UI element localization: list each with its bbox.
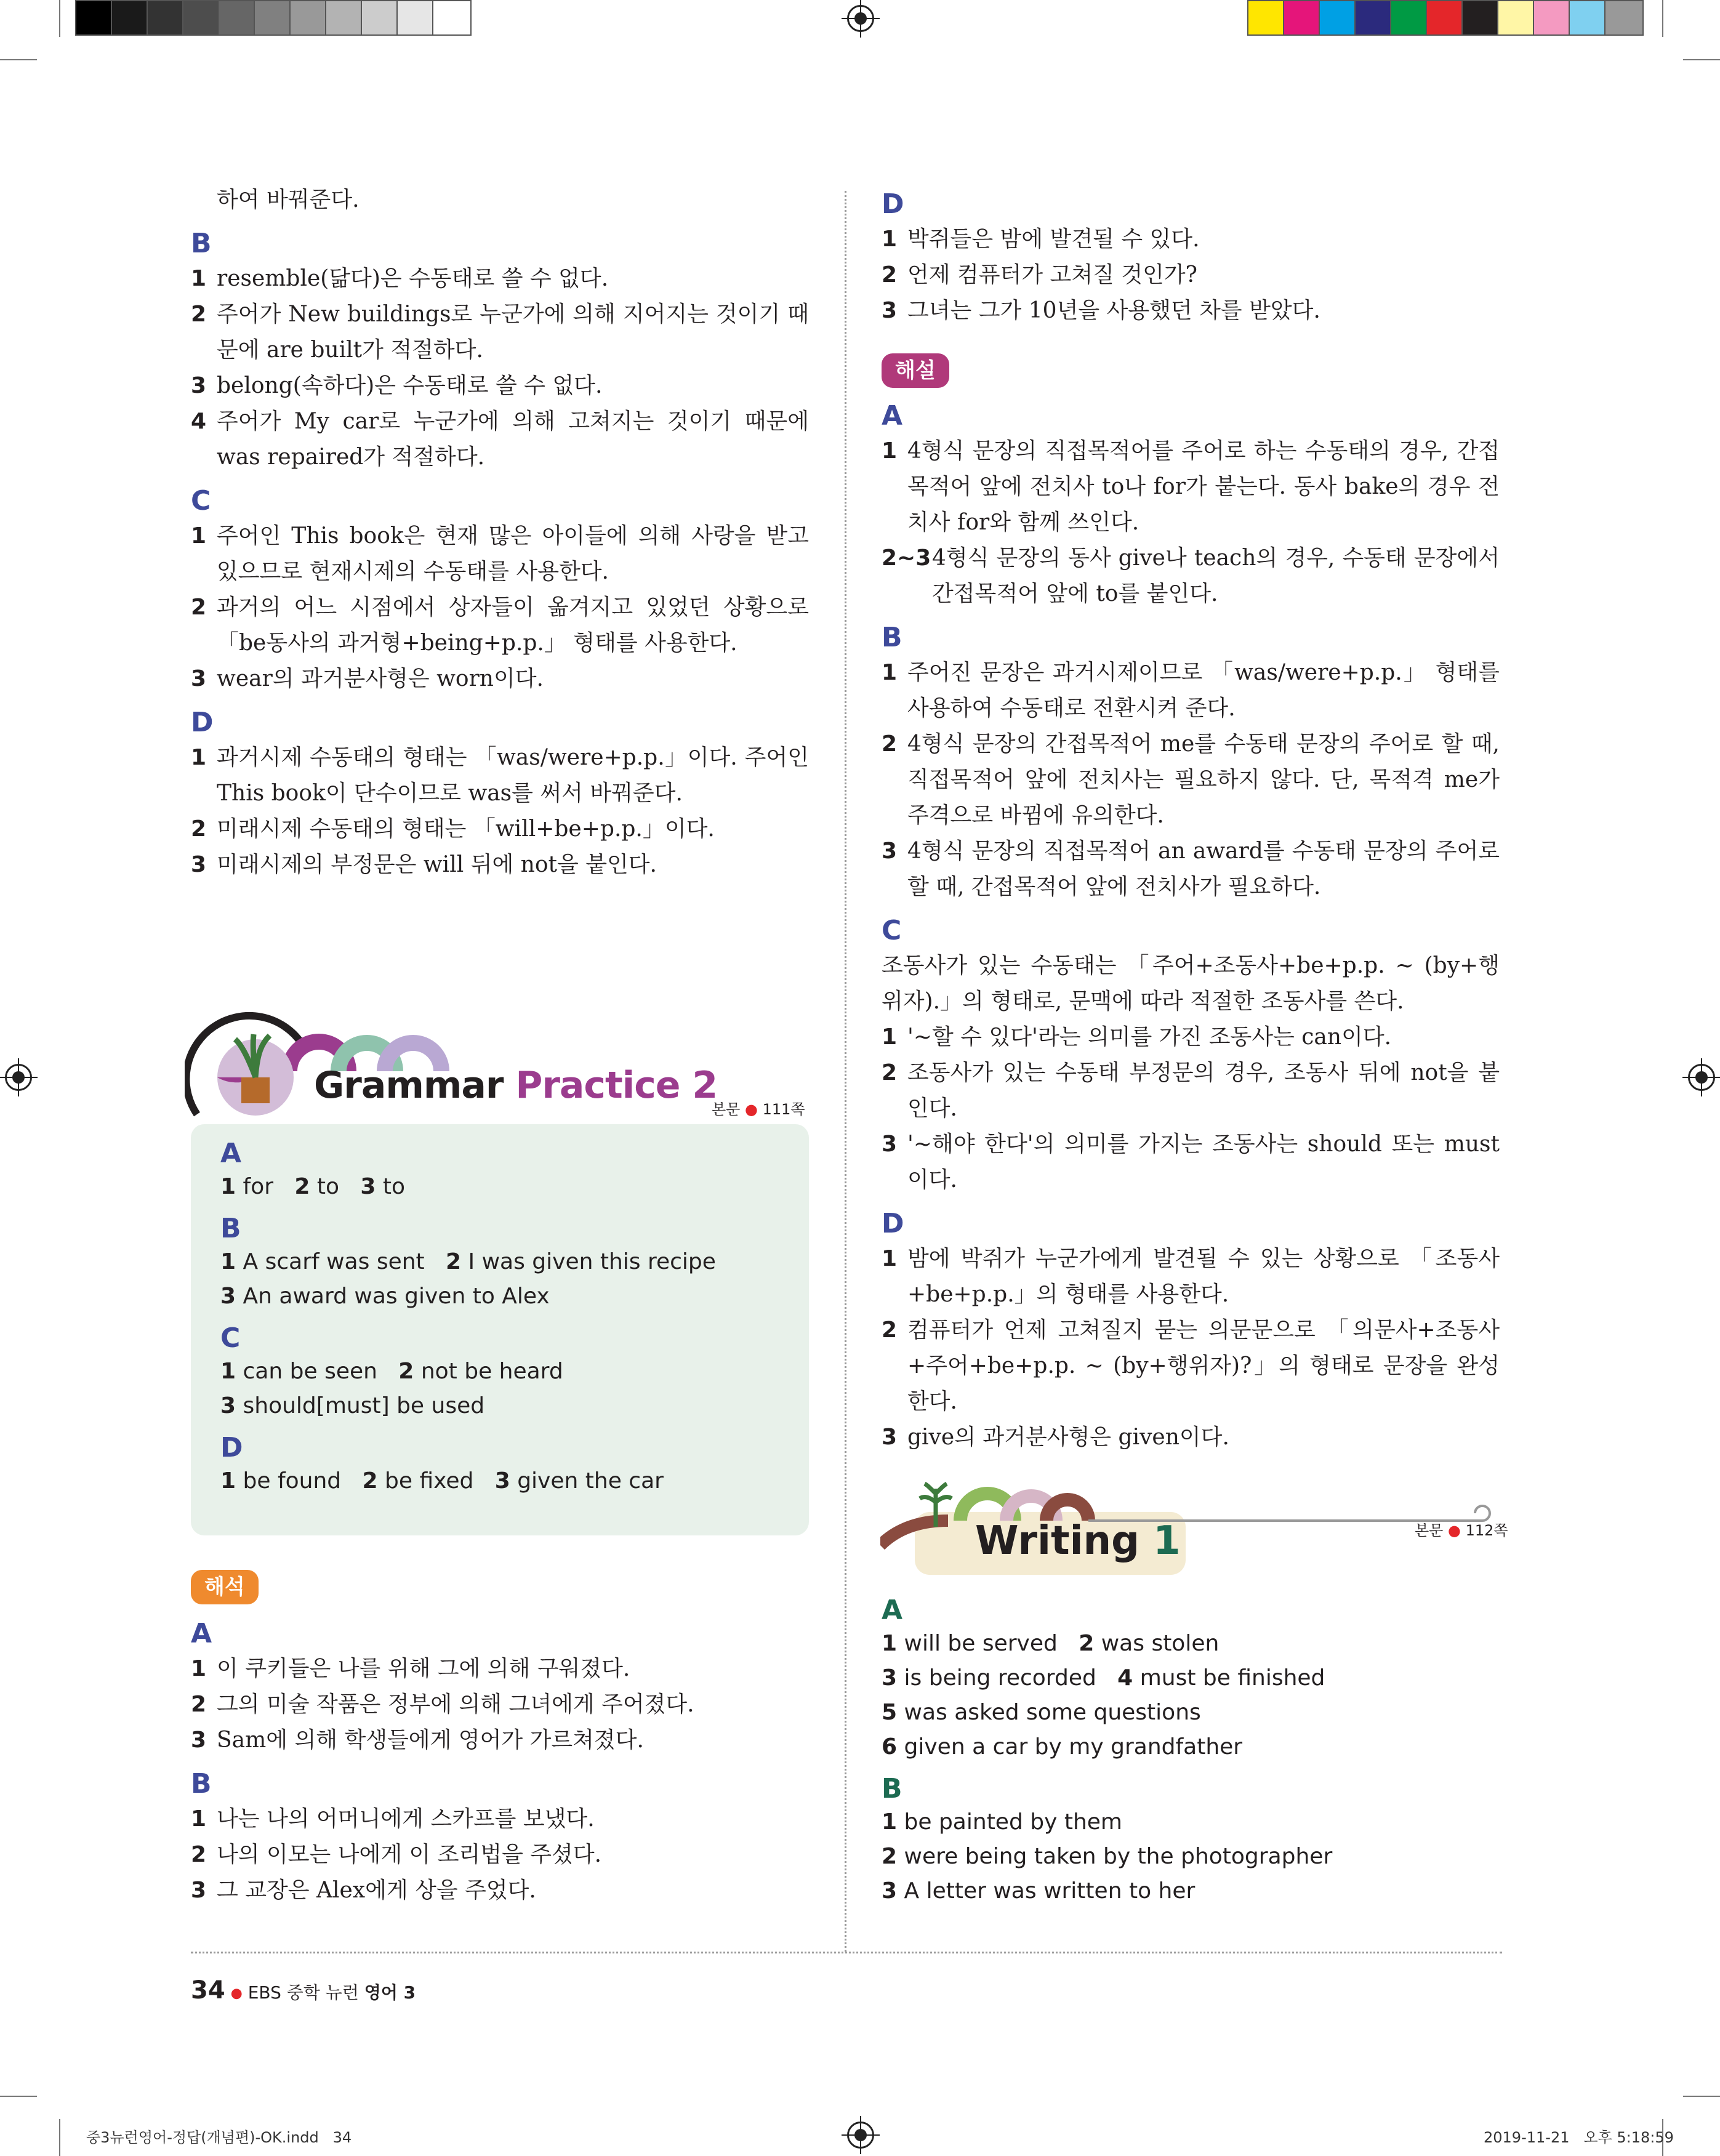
list-item (191, 368, 809, 404)
crop-mark (1683, 59, 1720, 60)
item-text: '~할 수 있다'라는 의미를 가진 조동사는 can이다. (907, 1024, 1392, 1050)
answer-line: 1 A scarf was sent 2 I was given this recipe (220, 1249, 716, 1274)
writing-title-text: Writing (975, 1518, 1139, 1564)
writing-answers (882, 1597, 1500, 1909)
item-number: 3 (191, 666, 207, 691)
list-item (191, 518, 809, 590)
list-item (191, 811, 809, 847)
writing-title (975, 1518, 1181, 1564)
item-number: 2 (882, 731, 898, 757)
list-item (882, 1055, 1500, 1127)
item-text: 조동사가 있는 수동태 부정문의 경우, 조동사 뒤에 not을 붙인다. (907, 1060, 1500, 1121)
section-letter: B (191, 1768, 212, 1800)
item-text: 언제 컴퓨터가 고쳐질 것인가? (907, 262, 1197, 288)
list-item (191, 404, 809, 475)
item-number: 2 (191, 595, 207, 620)
item-number: 3 (191, 1878, 207, 1903)
section-letter: C (882, 915, 902, 946)
list-item (191, 1723, 809, 1758)
item-number: 2 (191, 1842, 207, 1867)
answer-line: 1 be painted by them (882, 1809, 1122, 1835)
item-number: 2 (191, 1692, 207, 1717)
title-number: 2 (692, 1064, 718, 1107)
crop-mark (0, 59, 37, 60)
crop-mark (59, 0, 60, 37)
item-number: 3 (191, 852, 207, 877)
crop-mark (1662, 0, 1663, 37)
column-divider (845, 191, 846, 1952)
writing-logo-icon (880, 1459, 1508, 1582)
item-text: resemble(닮다)은 수동태로 쓸 수 없다. (217, 266, 609, 291)
answer-line: 3 An award was given to Alex (220, 1284, 550, 1309)
list-item (882, 655, 1500, 726)
list-item (191, 847, 809, 883)
registration-mark-icon (5, 1064, 32, 1091)
bullet-icon: ● (1448, 1522, 1461, 1539)
answer-line: 1 can be seen 2 not be heard (220, 1359, 563, 1384)
answer-letter: A (220, 1138, 242, 1169)
page-reference (1415, 1518, 1508, 1540)
item-number: 2~3 (882, 545, 931, 571)
item-text: 그녀는 그가 10년을 사용했던 차를 받았다. (907, 298, 1320, 323)
bullet-icon: ● (230, 1985, 243, 2001)
item-text: 나의 이모는 나에게 이 조리법을 주셨다. (217, 1842, 602, 1867)
item-text: give의 과거분사형은 given이다. (907, 1425, 1229, 1450)
answer-line: 3 A letter was written to her (882, 1878, 1196, 1904)
ref-label: 본문 (1415, 1522, 1444, 1539)
item-text: 밤에 박쥐가 누군가에게 발견될 수 있는 상황으로 「조동사+be+p.p.」의 형태를 사용한다. (907, 1246, 1500, 1307)
ref-page: 112쪽 (1465, 1522, 1508, 1539)
answer-letter: D (220, 1432, 243, 1463)
answer-letter: C (220, 1322, 241, 1354)
list-item (882, 1127, 1500, 1198)
item-text: 미래시제 수동태의 형태는 「will+be+p.p.」이다. (217, 816, 715, 842)
item-text: 그 교장은 Alex에게 상을 주었다. (217, 1878, 536, 1903)
item-text: '~해야 한다'의 의미를 가지는 조동사는 should 또는 must이다. (907, 1132, 1500, 1193)
crop-mark (0, 2096, 37, 2097)
item-text: 4형식 문장의 간접목적어 me를 수동태 문장의 주어로 할 때, 직접목적어 앞에 전치사는 필요하지 않다. 단, 목적격 me가 주격으로 바뀜에 유의한다. (907, 731, 1500, 828)
list-item (882, 257, 1500, 293)
item-number: 1 (191, 745, 207, 770)
item-number: 2 (882, 1060, 898, 1085)
registration-mark-icon (847, 2122, 874, 2149)
answer-letter: B (882, 1773, 902, 1804)
section-letter: A (882, 400, 903, 432)
list-item (191, 1687, 809, 1723)
item-number: 3 (191, 373, 207, 398)
section-letter: B (191, 228, 212, 259)
list-item (191, 1873, 809, 1909)
list-item (191, 590, 809, 661)
item-number: 3 (882, 298, 898, 323)
section-letter: A (191, 1618, 212, 1649)
answer-letter: B (220, 1213, 241, 1244)
list-item (882, 834, 1500, 905)
answer-line: 1 be found 2 be fixed 3 given the car (220, 1468, 664, 1494)
item-number: 2 (882, 1317, 898, 1343)
title-practice: Practice (515, 1064, 680, 1107)
item-number: 2 (191, 302, 207, 327)
grammar-practice-answer-box (191, 1124, 809, 1535)
explanation-badge: 해설 (882, 353, 949, 388)
item-number: 1 (191, 1806, 207, 1832)
item-text: 컴퓨터가 언제 고쳐질지 묻는 의문문으로 「의문사+조동사+주어+be+p.p. ~ (by+행위자)?」의 형태로 문장을 완성한다. (907, 1317, 1500, 1414)
section-letter: D (882, 1208, 904, 1239)
list-item (191, 740, 809, 811)
answer-line: 6 given a car by my grandfather (882, 1734, 1243, 1760)
item-number: 2 (882, 262, 898, 288)
item-number: 1 (191, 1656, 207, 1681)
item-number: 1 (882, 438, 898, 464)
item-text: 주어인 This book은 현재 많은 아이들에 의해 사랑을 받고 있으므로 현재시제의 수동태를 사용한다. (217, 523, 809, 584)
title-grammar: Grammar (314, 1064, 504, 1107)
item-text: 4형식 문장의 직접목적어 an award를 수동태 문장의 주어로 할 때, 간접목적어 앞에 전치사가 필요하다. (907, 839, 1500, 899)
item-number: 1 (882, 1246, 898, 1271)
item-text: 과거의 어느 시점에서 상자들이 옮겨지고 있었던 상황으로 「be동사의 과거형+being+p.p.」 형태를 사용한다. (217, 595, 809, 656)
item-number: 1 (191, 266, 207, 291)
item-text: 4형식 문장의 동사 give나 teach의 경우, 수동태 문장에서 간접목적어 앞에 to를 붙인다. (932, 545, 1500, 606)
crop-mark (1683, 2096, 1720, 2097)
list-item (882, 1241, 1500, 1313)
list-item (191, 261, 809, 297)
grammar-practice-title (314, 1064, 717, 1107)
left-column-bottom (191, 1570, 809, 1909)
page-footer (191, 1976, 416, 2005)
list-item (882, 541, 1500, 612)
item-number: 1 (191, 523, 207, 549)
registration-mark-icon (1688, 1064, 1715, 1091)
ref-page: 111쪽 (762, 1101, 805, 1118)
section-intro: 조동사가 있는 수동태는 「주어+조동사+be+p.p. ~ (by+행위자).」의 형태로, 문맥에 따라 적절한 조동사를 쓴다. (882, 953, 1500, 1014)
section-letter: D (882, 188, 904, 220)
item-text: 박쥐들은 밤에 발견될 수 있다. (907, 227, 1200, 252)
item-text: wear의 과거분사형은 worn이다. (217, 666, 544, 691)
page-reference (712, 1097, 805, 1119)
answer-line: 5 was asked some questions (882, 1700, 1201, 1725)
list-item (191, 661, 809, 697)
book-title: EBS 중학 뉴런 (247, 1982, 364, 2003)
list-item (191, 1837, 809, 1873)
list-item (882, 1313, 1500, 1420)
page-number: 34 (191, 1976, 225, 2005)
answer-letter: A (882, 1595, 903, 1626)
item-text: 과거시제 수동태의 형태는 「was/were+p.p.」이다. 주어인 This book이 단수이므로 was를 써서 바꿔준다. (217, 745, 809, 806)
item-text: 그의 미술 작품은 정부에 의해 그녀에게 주어졌다. (217, 1692, 694, 1717)
item-text: 주어가 New buildings로 누군가에 의해 지어지는 것이기 때문에 are built가 적절하다. (217, 302, 809, 363)
item-text: 미래시제의 부정문은 will 뒤에 not을 붙인다. (217, 852, 657, 877)
list-item (191, 1651, 809, 1687)
item-number: 1 (882, 660, 898, 685)
item-text: 4형식 문장의 직접목적어를 주어로 하는 수동태의 경우, 간접목적어 앞에 전치사 to나 for가 붙는다. 동사 bake의 경우 전치사 for와 함께 쓰인다. (907, 438, 1500, 535)
crop-mark (59, 2119, 60, 2156)
item-number: 4 (191, 409, 207, 434)
item-number: 1 (882, 1024, 898, 1050)
answer-line: 1 for 2 to 3 to (220, 1174, 406, 1199)
footer-divider (191, 1952, 1502, 1953)
translation-badge: 해석 (191, 1570, 259, 1604)
list-item (191, 297, 809, 368)
ref-label: 본문 (712, 1101, 741, 1118)
right-column (882, 188, 1500, 1455)
list-item (882, 1420, 1500, 1455)
item-text: Sam에 의해 학생들에게 영어가 가르쳐졌다. (217, 1728, 644, 1753)
item-number: 2 (191, 816, 207, 842)
registration-mark-icon (847, 5, 874, 32)
answer-line: 3 should[must] be used (220, 1393, 485, 1418)
answer-line: 3 is being recorded 4 must be finished (882, 1665, 1325, 1691)
item-text: 나는 나의 어머니에게 스카프를 보냈다. (217, 1806, 595, 1832)
answer-line: 1 will be served 2 was stolen (882, 1631, 1220, 1656)
slug-filename: 중3뉴런영어-정답(개념편)-OK.indd 34 (86, 2129, 352, 2146)
section-letter: B (882, 622, 902, 653)
list-item (882, 293, 1500, 329)
item-number: 3 (882, 1425, 898, 1450)
section-letter: D (191, 707, 214, 738)
answer-line: 2 were being taken by the photographer (882, 1844, 1333, 1869)
item-number: 1 (882, 227, 898, 252)
book-title-bold: 영어 3 (364, 1982, 416, 2003)
item-number: 3 (882, 1132, 898, 1157)
list-item (882, 222, 1500, 257)
list-item (882, 726, 1500, 834)
list-item (882, 433, 1500, 541)
intro-text: 하여 바꿔준다. (217, 187, 360, 212)
item-text: belong(속하다)은 수동태로 쓸 수 없다. (217, 373, 603, 398)
item-text: 이 쿠키들은 나를 위해 그에 의해 구워졌다. (217, 1656, 630, 1681)
left-column-top (191, 182, 809, 883)
item-number: 3 (191, 1728, 207, 1753)
item-text: 주어가 My car로 누군가에 의해 고쳐지는 것이기 때문에 was repaired가 적절하다. (217, 409, 809, 470)
section-letter: C (191, 485, 211, 517)
list-item (191, 1801, 809, 1837)
slug-date: 2019-11-21 오후 5:18:59 (1484, 2129, 1674, 2146)
item-number: 3 (882, 839, 898, 864)
item-text: 주어진 문장은 과거시제이므로 「was/were+p.p.」 형태를 사용하여 수동태로 전환시켜 준다. (907, 660, 1500, 721)
bullet-icon: ● (745, 1101, 758, 1118)
writing-title-number: 1 (1153, 1518, 1181, 1564)
list-item (882, 1020, 1500, 1055)
